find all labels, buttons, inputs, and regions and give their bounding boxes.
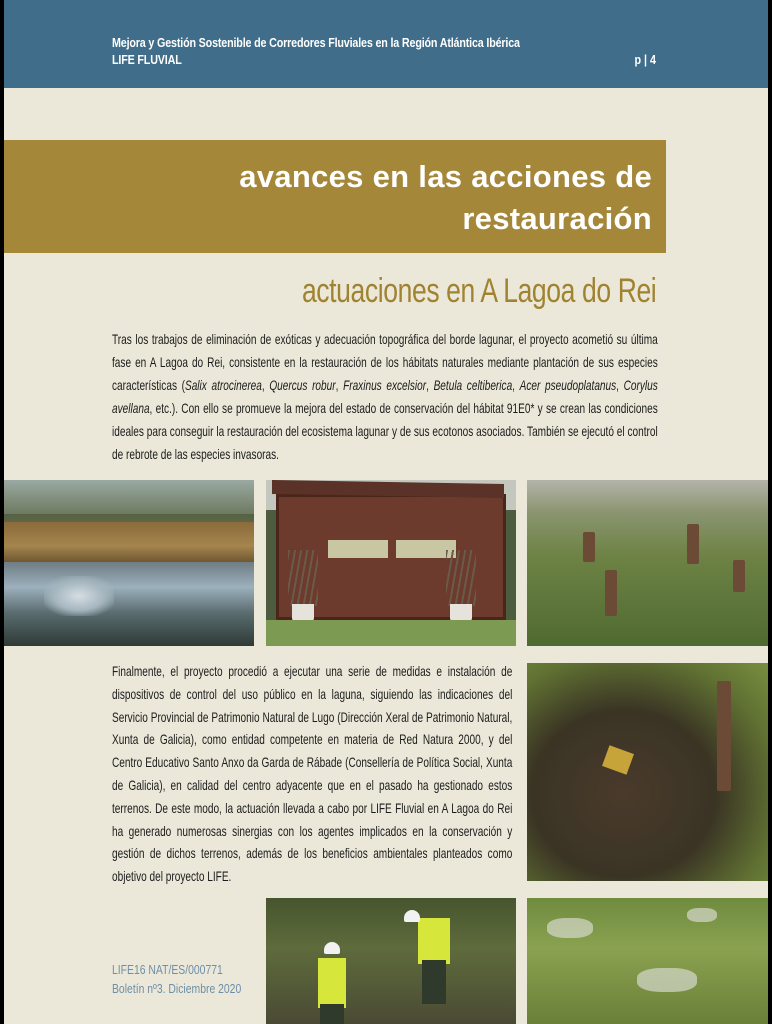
closing-paragraph: Finalmente, el proyecto procedió a ejecutar una serie de medidas e instalación de dispositivos de control del uso público en la laguna, siguiendo las indicaciones del Servicio Provincial de Patrimonio Natural de Lugo (Dirección Xeral de Patrimonio Natural, Xunta de Galicia), como entidad competente en materia de Red Natura 2000, y del Centro Educativo Santo Anxo da Garda de Rábade (Consellería de Política Social, Xunta de Galicia), en calidad del centro adyacente que en el pasado ha gestionado estos terrenos. De este modo, la actuación llevada a cabo por LIFE Fluvial en A Lagoa do Rei ha generado numerosas sinergias con los agentes implicados en la conservación y gestión de dichos terrenos, además de los beneficios ambientales planteados como objetivo del proyecto LIFE.: [112, 663, 513, 885]
photo-worker-legs: [320, 1004, 344, 1024]
photo-worker: [318, 958, 346, 1008]
header-project-name: LIFE FLUVIAL: [112, 53, 182, 67]
species-name: Acer pseudoplatanus: [519, 377, 617, 393]
photo-branches: [446, 550, 476, 606]
photo-stake: [605, 570, 617, 616]
photo-stake: [687, 524, 699, 564]
species-name: Fraxinus excelsior: [343, 377, 427, 393]
species-name: Betula celtiberica: [433, 377, 513, 393]
photo-lagoon: [4, 480, 254, 646]
photo-stake: [717, 681, 731, 791]
separator: ,: [335, 377, 344, 393]
separator: ,: [426, 377, 434, 393]
project-code: LIFE16 NAT/ES/000771: [112, 962, 223, 977]
photo-worker-legs: [422, 960, 446, 1004]
photo-observation-hide: [266, 480, 516, 646]
section-title-line1: avances en las acciones de: [239, 159, 652, 194]
photo-water: [4, 562, 254, 646]
intro-paragraph: [112, 328, 658, 466]
photo-reeds: [4, 522, 254, 562]
species-name: Salix atrocinerea: [184, 377, 262, 393]
section-title-band: [4, 140, 666, 253]
document-page: [4, 0, 768, 1024]
photo-grass: [266, 620, 516, 646]
photo-patch: [687, 908, 717, 922]
photo-sky: [4, 480, 254, 514]
header-project-title: Mejora y Gestión Sostenible de Corredores Fluviales en la Región Atlántica Ibérica: [112, 36, 520, 50]
photo-workers: [266, 898, 516, 1024]
separator: ,: [512, 377, 520, 393]
photo-hide-window: [328, 540, 388, 558]
bulletin-date: Boletín nº3. Diciembre 2020: [112, 981, 242, 996]
page-number: p | 4: [634, 53, 656, 67]
photo-grass-field: [527, 898, 768, 1024]
photo-planted-stakes: [527, 480, 768, 646]
photo-planting-closeup: [527, 663, 768, 881]
photo-leaf: [602, 745, 634, 775]
para-text: Tras los trabajos de eliminación de exóticas y adecuación topográfica del borde lagunar, el proyecto acometió su última fase en A Lagoa do Rei, consistente en la restauración de los hábitats naturales mediante plantación de sus especies características (: [112, 331, 658, 393]
article-subtitle: actuaciones en A Lagoa do Rei: [301, 272, 656, 310]
photo-stake: [733, 560, 745, 592]
photo-helmet: [324, 942, 340, 954]
header-bar: [4, 0, 768, 88]
photo-patch: [637, 968, 697, 992]
photo-reflection: [44, 576, 114, 616]
photo-patch: [547, 918, 593, 938]
separator: ,: [616, 377, 624, 393]
para-text: , etc.). Con ello se promueve la mejora del estado de conservación del hábitat 91E0* y se crean las condiciones ideales para conseguir la restauración del ecosistema lagunar y de sus ecotonos asociados. También se ejecutó el control de rebrote de las especies invasoras.: [112, 400, 658, 462]
separator: ,: [261, 377, 270, 393]
species-name: Corylus avellana: [112, 377, 658, 416]
photo-worker: [418, 918, 450, 964]
species-name: Quercus robur: [269, 377, 336, 393]
photo-stake: [583, 532, 595, 562]
photo-helmet: [404, 910, 420, 922]
photo-branches: [288, 550, 318, 606]
section-title: [52, 156, 652, 240]
section-title-line2: restauración: [462, 201, 652, 236]
